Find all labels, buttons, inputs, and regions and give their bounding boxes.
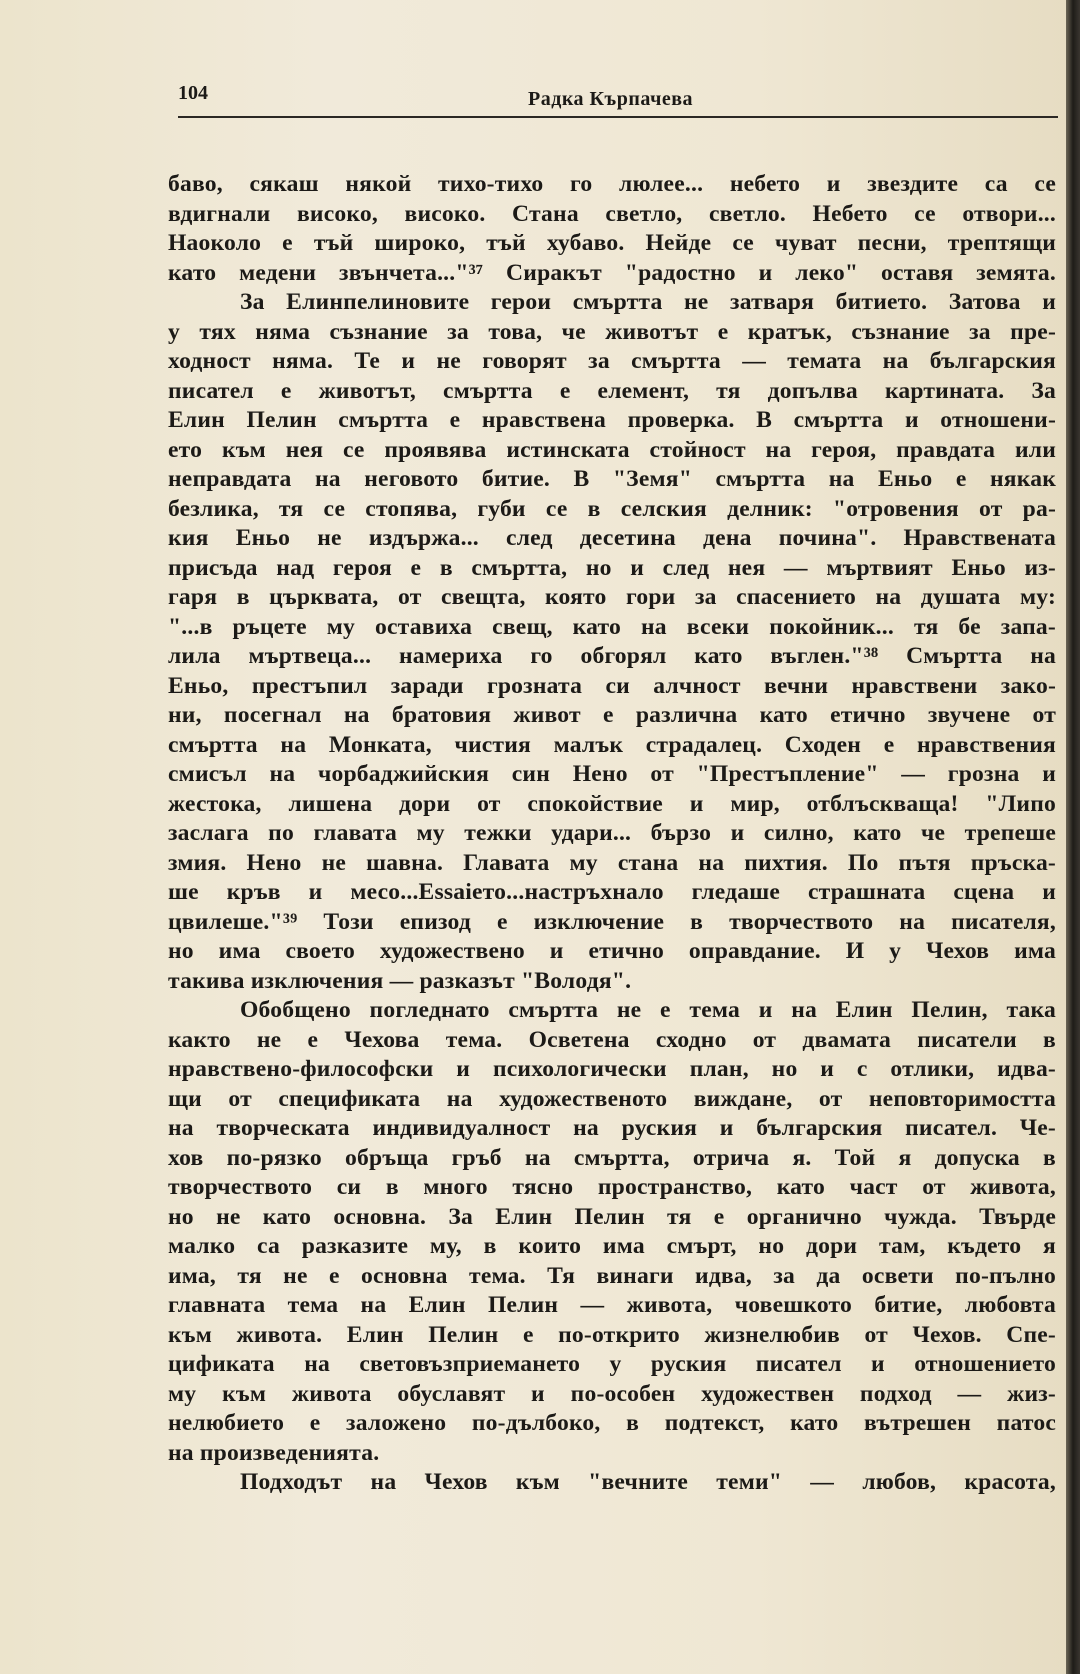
text-line: главната тема на Елин Пелин — живота, човешкото битие, любовта bbox=[168, 1292, 1056, 1318]
text-line: Еньо, престъпил заради грозната си алчност вечни нравствени зако- bbox=[168, 672, 1056, 699]
text-line: хов по-рязко обръща гръб на смъртта, отрича я. Той я допуска в bbox=[168, 1144, 1056, 1171]
text-line: щи от спецификата на художественото виждане, от неповторимостта bbox=[168, 1085, 1056, 1112]
text-line: цификата на световъзприемането у руския писател и отношението bbox=[168, 1351, 1056, 1377]
text-line: баво, сякаш някой тихо-тихо го люлее... небето и звездите са се bbox=[168, 171, 1056, 197]
text-line: но има своето художествено и етично оправдание. И у Чехов има bbox=[168, 938, 1056, 964]
text-line: у тях няма съзнание за това, че животът е кратък, съзнание за пре- bbox=[168, 318, 1056, 345]
text-line: цвилеше."³⁹ Този епизод е изключение в творчеството на писателя, bbox=[168, 908, 1056, 935]
text-line: както не е Чехова тема. Осветена сходно от двамата писатели в bbox=[168, 1026, 1056, 1053]
text-line: Наоколо е тъй широко, тъй хубаво. Нейде се чуват песни, трептящи bbox=[168, 230, 1056, 256]
text-line: Елин Пелин смъртта е нравствена проверка. В смъртта и отношени- bbox=[168, 407, 1056, 433]
text-line: ето към нея се проявява истинската стойност на героя, правдата или bbox=[168, 436, 1056, 463]
text-line: смисъл на чорбаджийския син Нено от "Престъпление" — грозна и bbox=[168, 761, 1056, 787]
text-line: неправдата на неговото битие. В "Земя" смъртта на Еньо е някак bbox=[168, 466, 1056, 492]
text-line: вдигнали високо, високо. Стана светло, светло. Небето се отвори... bbox=[168, 200, 1056, 227]
text-line: заслага по главата му тежки удари... бързо и силно, като че трепеше bbox=[168, 820, 1056, 846]
paragraph-start: Подходът на Чехов към "вечните теми" — любов, красота, bbox=[240, 1469, 1056, 1495]
running-head-author: Радка Кърпачева bbox=[528, 88, 694, 110]
text-line: лила мъртвеца... намериха го обгорял като въглен."³⁸ Смъртта на bbox=[168, 643, 1056, 669]
text-line: малко са разказите му, в които има смърт, но дори там, където я bbox=[168, 1233, 1056, 1259]
paragraph-end: такива изключения — разказът "Володя". bbox=[168, 967, 632, 994]
text-line: ни, посегнал на братовия живот е различна като етично звучене от bbox=[168, 702, 1056, 728]
book-binding-edge bbox=[1066, 0, 1080, 1674]
text-line: но не като основна. За Елин Пелин тя е органично чужда. Твърде bbox=[168, 1203, 1056, 1230]
text-line: гаря в църквата, от свещта, която гори за спасението на душата му: bbox=[168, 584, 1056, 610]
text-line: ходност няма. Те и не говорят за смъртта — темата на българския bbox=[168, 348, 1056, 374]
text-line: нравствено-философски и психологически план, но и с отлики, идва- bbox=[168, 1056, 1056, 1082]
paragraph-start: Обобщено погледнато смъртта не е тема и на Елин Пелин, така bbox=[240, 997, 1056, 1023]
text-line: писател е животът, смъртта е елемент, тя допълва картината. За bbox=[168, 377, 1056, 404]
text-line: на творческата индивидуалност на руския и българския писател. Че- bbox=[168, 1115, 1056, 1141]
text-line: жестока, лишена дори от спокойствие и мир, отблъскваща! "Липо bbox=[168, 790, 1056, 817]
paragraph-start: За Елинпелиновите герои смъртта не затваря битието. Затова и bbox=[240, 289, 1056, 315]
text-line: присъда над героя е в смъртта, но и след нея — мъртвият Еньо из- bbox=[168, 554, 1056, 581]
text-line: творчеството си в много тясно пространство, като част от живота, bbox=[168, 1174, 1056, 1200]
text-line: безлика, тя се стопява, губи се в селския делник: "отровения от ра- bbox=[168, 495, 1056, 522]
text-line: му към живота обуславят и по-особен художествен подход — жиз- bbox=[168, 1380, 1056, 1407]
text-line: змия. Нено не шавна. Главата му стана на пихтия. По пътя пръска- bbox=[168, 849, 1056, 876]
body-text bbox=[168, 170, 1056, 1498]
text-line: нелюбието е заложено по-дълбоко, в подтекст, като вътрешен патос bbox=[168, 1410, 1056, 1436]
text-line: кия Еньо не издържа... след десетина дена почина". Нравствената bbox=[168, 525, 1056, 551]
text-line: "...в ръцете му оставиха свещ, като на всеки покойник... тя бе запа- bbox=[168, 613, 1056, 640]
text-line: има, тя не е основна тема. Тя винаги идва, за да освети по-пълно bbox=[168, 1262, 1056, 1289]
text-line: като медени звънчета..."³⁷ Сиракът "радостно и леко" оставя земята. bbox=[168, 259, 1056, 286]
text-line: ше кръв и месо...Essaieто...настръхнало гледаше страшната сцена и bbox=[168, 879, 1056, 905]
header-rule bbox=[178, 116, 1058, 118]
page-number: 104 bbox=[178, 82, 208, 104]
text-line: смъртта на Монката, чистия малък страдалец. Сходен е нравствения bbox=[168, 731, 1056, 758]
text-line: към живота. Елин Пелин е по-открито жизнелюбив от Чехов. Спе- bbox=[168, 1321, 1056, 1348]
paragraph-end: на произведенията. bbox=[168, 1439, 380, 1466]
